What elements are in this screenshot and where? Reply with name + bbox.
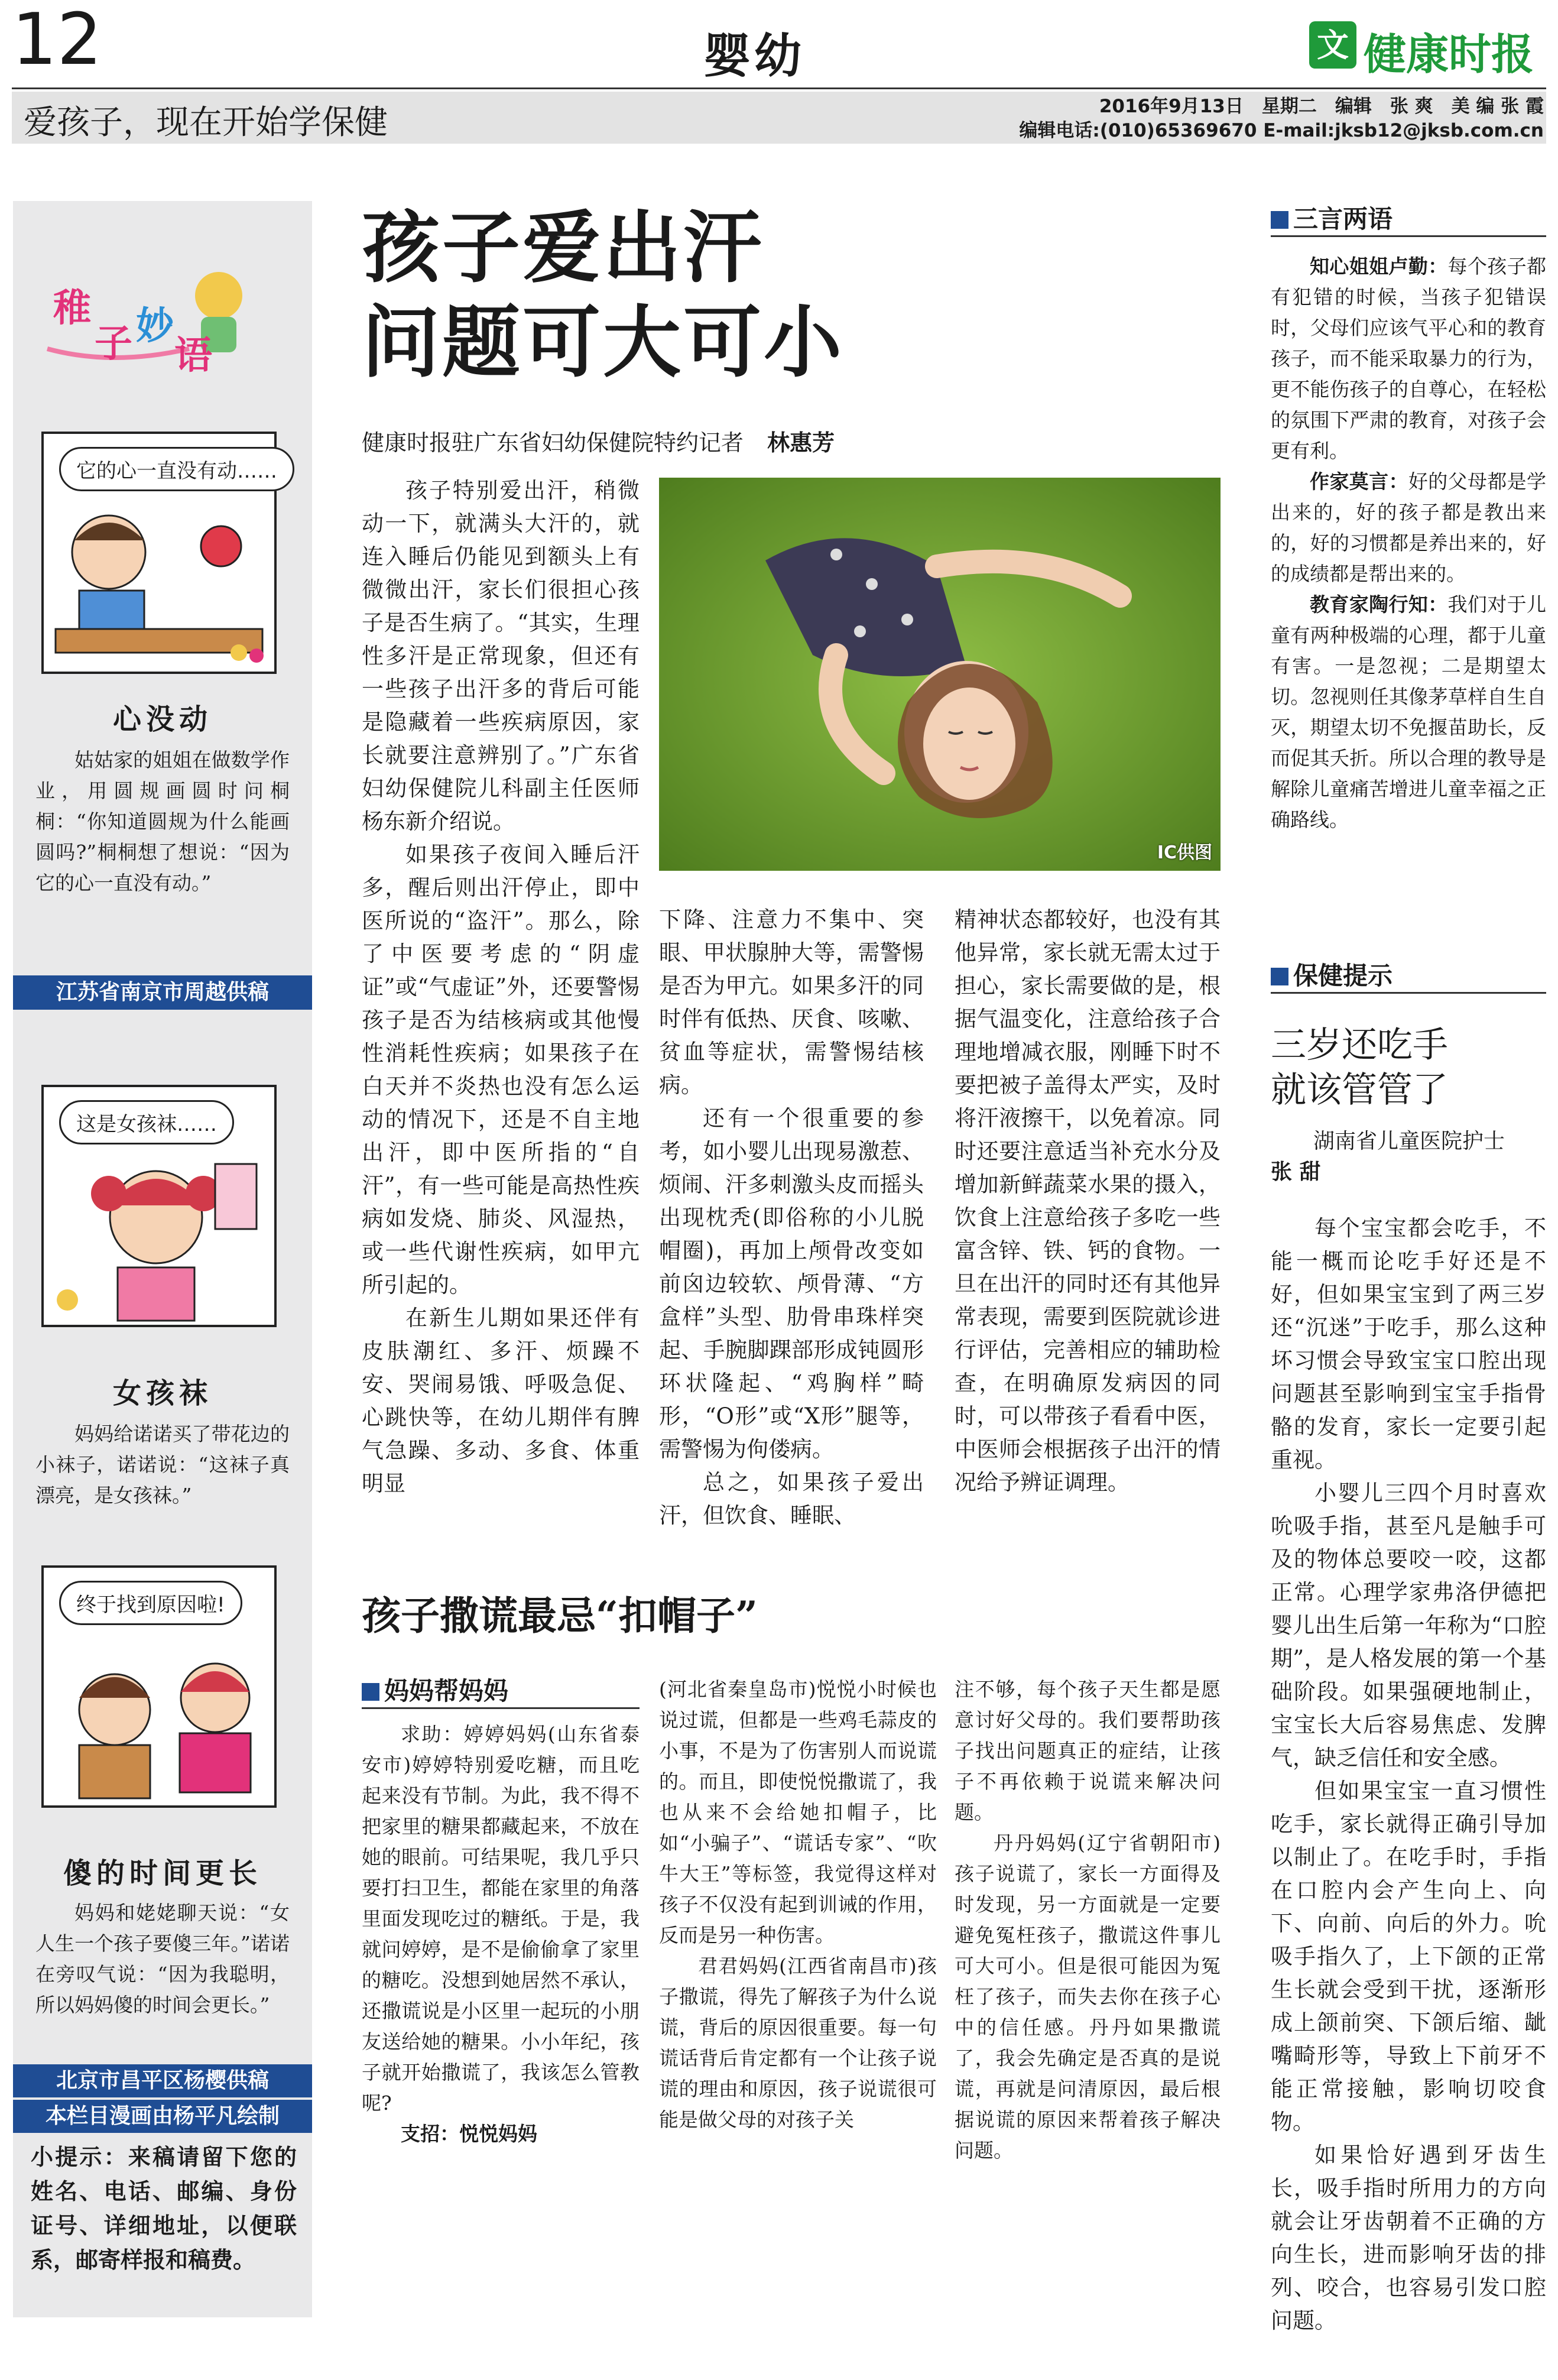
paragraph: 君君妈妈(江西省南昌市)孩子撒谎，得先了解孩子为什么说谎，背后的原因很重要。每一句谎话背后肯定都有一个让孩子说谎的理由和原因，孩子说谎很可能是做父母的对孩子关 <box>659 1954 937 2131</box>
paragraph: 注不够，每个孩子天生都是愿意讨好父母的。我们要帮助孩子找出问题真正的症结，让孩子不再依赖于说谎来解决问题。 <box>955 1678 1221 1824</box>
quote-speaker: 知心姐姐卢勤： <box>1310 255 1448 278</box>
logo-char-1: 稚 <box>53 286 91 330</box>
main-byline <box>362 424 835 457</box>
photo-credit: IC供图 <box>1157 842 1212 863</box>
quote-text: 我们对于儿童有两种极端的心理，都于儿童有害。一是忽视；二是期望太切。忽视则任其像茅草样自生自灭，期望太切不免揠苗助长，反而促其夭折。所以合理的教导是解除儿童痛苦增进儿童幸福之正确路线。 <box>1271 593 1547 831</box>
main-byline-org: 健康时报驻广东省妇幼保健院特约记者 <box>362 430 744 456</box>
paragraph: 在新生儿期如果还伴有皮肤潮红、多汗、烦躁不安、哭闹易饿、呼吸急促、心跳快等，在幼儿期伴有脾气急躁、多动、多食、体重明显 <box>362 1305 640 1496</box>
main-article-column-1 <box>362 474 640 1500</box>
section-tag-label: 三言两语 <box>1293 205 1393 234</box>
cartoon-title-1: 心没动 <box>112 703 212 736</box>
main-headline <box>362 201 844 390</box>
section-tag-label: 保健提示 <box>1293 961 1393 990</box>
quote-paragraph <box>1271 251 1546 466</box>
main-headline-line-2: 问题可大可小 <box>362 297 844 388</box>
main-headline-line-1: 孩子爱出汗 <box>362 202 764 294</box>
cartoon-panel-3 <box>41 1565 277 1808</box>
quote-text: 每个孩子都有犯错的时候，当孩子犯错误时，父母们应该气平心和的教育孩子，而不能采取暴力的行为，更不能伤孩子的自尊心，在轻松的氛围下严肃的教育，对孩子会更有利。 <box>1271 255 1547 462</box>
section-tag-underline <box>1271 235 1546 237</box>
second-headline: 孩子撒谎最忌“扣帽子” <box>362 1593 758 1639</box>
newspaper-logo <box>1309 18 1546 77</box>
second-article-column-3 <box>955 1674 1221 2166</box>
quotes-block <box>1271 251 1546 835</box>
girl-on-grass-photo-icon <box>659 478 1221 871</box>
paragraph: 小婴儿三四个月时喜欢吮吸手指，甚至凡是触手可及的物体总要咬一咬，这都正常。心理学家弗洛伊德把婴儿出生后第一年称为“口腔期”，是人格发展的第一个基础阶段。如果强硬地制止，宝宝长大后容易焦虑、发脾气，缺乏信任和安全感。 <box>1271 1480 1546 1771</box>
paragraph: 但如果宝宝一直习惯性吃手，家长就得正确引导加以制止了。在吃手时，手指在口腔内会产生向上、向下、向前、向后的外力。吮吸手指久了，上下颌的正常生长就会受到干扰，逐渐形成上颌前突、下颌后缩、龇嘴畸形等，导致上下前牙不能正常接触，影响切咬食物。 <box>1271 1778 1546 2135</box>
quote-speaker: 教育家陶行知： <box>1310 593 1448 616</box>
logo-text: 健康时报 <box>1364 30 1534 79</box>
cartoon-text-1 <box>35 745 290 899</box>
second-article-column-2 <box>659 1674 937 2135</box>
cartoon-text-3 <box>35 1898 290 2021</box>
header-rule <box>12 87 1546 89</box>
section-tag-underline <box>1271 992 1546 994</box>
slogan: 爱孩子，现在开始学保健 <box>24 103 388 142</box>
section-tag-health-tips <box>1271 956 1393 992</box>
paragraph: 精神状态都较好，也没有其他异常，家长就无需太过于担心，家长需要做的是，根据气温变化，注意给孩子合理地增减衣服，刚睡下时不要把被子盖得太严实，及时将汗液擦干，以免着凉。同时还要注意适当补充水分及增加新鲜蔬菜水果的摄入，饮食上注意给孩子多吃一些富含锌、铁、钙的食物。一旦在出汗的同时还有其他异常表现，需要到医院就诊进行评估，完善相应的辅助检查，在明确原发病因的同时，可以带孩子看看中医，中医师会根据孩子出汗的情况给予辨证调理。 <box>955 907 1221 1495</box>
cartoon-text-1-paragraph: 姑姑家的姐姐在做数学作业，用圆规画圆时问桐桐：“你知道圆规为什么能画圆吗?”桐桐想了想说：“因为它的心一直没有动。” <box>35 748 290 894</box>
cartoon-bubble: 它的心一直没有动…… <box>59 447 294 491</box>
article-photo <box>659 478 1221 871</box>
section-tag-mom-helps-mom <box>362 1672 508 1707</box>
paragraph: 丹丹妈妈(辽宁省朝阳市)孩子说谎了，家长一方面得及时发现，另一方面就是一定要避免冤枉孩子，撒谎这件事儿可大可小。但是很可能因为冤枉了孩子，而失去你在孩子心中的信任感。丹丹如果撒谎了，我会先确定是否真的是说谎，再就是问清原因，最后根据说谎的原因来帮着孩子解决问题。 <box>955 1831 1221 2162</box>
logo-char-4: 语 <box>174 333 212 378</box>
square-bullet-icon <box>1271 968 1288 985</box>
paragraph: 下降、注意力不集中、突眼、甲状腺肿大等，需警惕是否为甲亢。如果多汗的同时伴有低热、厌食、咳嗽、贫血等症状，需警惕结核病。 <box>659 907 924 1098</box>
health-tip-title <box>1271 1023 1546 1113</box>
cartoon-bubble: 终于找到原因啦! <box>59 1581 242 1625</box>
cartoon-bubble: 这是女孩袜…… <box>59 1100 234 1144</box>
mother-child-illustration-icon <box>44 1621 274 1804</box>
health-tip-byline-author: 张 甜 <box>1271 1160 1321 1184</box>
main-article-column-2 <box>659 903 924 1532</box>
health-tip-body <box>1271 1212 1546 2337</box>
paragraph: 求助：婷婷妈妈(山东省泰安市)婷婷特别爱吃糖，而且吃起来没有节制。为此，我不得不把家里的糖果都藏起来，不放在她的眼前。可结果呢，我几乎只要打扫卫生，都能在家里的角落里面发现吃过的糖纸。于是，我就问婷婷，是不是偷偷拿了家里的糖吃。没想到她居然不承认，还撒谎说是小区里一起玩的小朋友送给她的糖果。小小年纪，孩子就开始撒谎了，我该怎么管教呢? <box>362 1723 640 2115</box>
cartoon-title-2: 女孩袜 <box>112 1377 212 1410</box>
cartoon-illustrator-credit: 本栏目漫画由杨平凡绘制 <box>13 2100 312 2133</box>
logo-char-2: 子 <box>95 322 132 366</box>
girl-socks-illustration-icon <box>44 1140 274 1324</box>
cartoon-text-2-paragraph: 妈妈给诺诺买了带花边的小袜子，诺诺说：“这袜子真漂亮，是女孩袜。” <box>35 1422 290 1507</box>
health-tip-title-line-1: 三岁还吃手 <box>1271 1024 1448 1066</box>
health-tip-title-line-2: 就该管管了 <box>1271 1069 1448 1111</box>
logo-mark-icon: 文 <box>1309 21 1356 69</box>
issue-meta: 2016年9月13日 星期二 编辑 张 爽 美 编 张 霞 <box>1099 96 1544 117</box>
section-tag-quotes <box>1271 200 1393 235</box>
quote-speaker: 作家莫言： <box>1310 470 1408 493</box>
submission-tip: 小提示：来稿请留下您的姓名、电话、邮编、身份证号、详细地址，以便联系，邮寄样报和稿费。 <box>31 2144 297 2273</box>
paragraph: 如果孩子夜间入睡后汗多，醒后则出汗停止，即中医所说的“盗汗”。那么，除了中医要考虑的“阴虚证”或“气虚证”外，还要警惕孩子是否为结核病或其他慢性消耗性疾病；如果孩子在白天并不炎热也没有怎么运动的情况下，还是不自主地出汗，即中医所指的“自汗”，有一些可能是高热性疾病如发烧、肺炎、风湿热，或一些代谢性疾病，如甲亢所引起的。 <box>362 842 640 1298</box>
cartoon-title-3: 傻的时间更长 <box>63 1857 262 1890</box>
quote-paragraph <box>1271 589 1546 835</box>
section-name: 婴幼 <box>703 28 805 83</box>
health-tip-byline-org: 湖南省儿童医院护士 <box>1313 1129 1505 1153</box>
cartoon-credit-3: 北京市昌平区杨樱供稿 <box>13 2064 312 2097</box>
square-bullet-icon <box>362 1683 379 1701</box>
second-article-column-1 <box>362 1719 640 2149</box>
cartoon-credit-1: 江苏省南京市周越供稿 <box>13 975 312 1010</box>
paragraph: 如果恰好遇到牙齿生长，吸手指时所用力的方向就会让牙齿朝着不正确的方向生长，进而影响牙齿的排列、咬合，也容易引发口腔问题。 <box>1271 2142 1546 2333</box>
cartoon-panel-1 <box>41 432 277 674</box>
cartoon-panel-2 <box>41 1085 277 1327</box>
cartoon-text-3-paragraph: 妈妈和姥姥聊天说：“女人生一个孩子要傻三年。”诺诺在旁叹气说：“因为我聪明，所以妈妈傻的时间会更长。” <box>35 1901 290 2016</box>
paragraph: 支招：悦悦妈妈 <box>401 2122 537 2145</box>
quote-paragraph <box>1271 466 1546 589</box>
paragraph: 还有一个很重要的参考，如小婴儿出现易激惹、烦闹、汗多刺激头皮而摇头出现枕秃(即俗称的小儿脱帽圈)，再加上颅骨改变如前囟边较软、颅骨薄、“方盒样”头型、肋骨串珠样突起、手腕脚踝部形成钝圆形环状隆起、“鸡胸样”畸形，“O形”或“X形”腿等，需警惕为佝偻病。 <box>659 1105 924 1462</box>
page-number: 12 <box>12 0 102 81</box>
logo-char-3: 妙 <box>136 304 174 348</box>
section-tag-underline <box>362 1707 640 1709</box>
main-article-column-3 <box>955 903 1221 1499</box>
editor-contact: 编辑电话:(010)65369670 E-mail:jksb12@jksb.com.cn <box>1019 120 1544 141</box>
paragraph: 总之，如果孩子爱出汗，但饮食、睡眠、 <box>659 1470 924 1528</box>
paragraph: 孩子特别爱出汗，稍微动一下，就满头大汗的，就连入睡后仍能见到额头上有微微出汗，家长们很担心孩子是否生病了。“其实，生理性多汗是正常现象，但还有一些孩子出汗多的背后可能是隐藏着一些疾病原因，家长就要注意辨别了。”广东省妇幼保健院儿科副主任医师杨东新介绍说。 <box>362 478 640 834</box>
paragraph: (河北省秦皇岛市)悦悦小时候也说过谎，但都是一些鸡毛蒜皮的小事，不是为了伤害别人而说谎的。而且，即使悦悦撒谎了，我也从来不会给她扣帽子，比如“小骗子”、“谎话专家”、“吹牛大王”等标签，我觉得这样对孩子不仅没有起到训诫的作用，反而是另一种伤害。 <box>659 1678 937 1947</box>
cartoon-text-2 <box>35 1419 290 1511</box>
quote-text: 好的父母都是学出来的，好的孩子都是教出来的，好的习惯都是养出来的，好的成绩都是帮出来的。 <box>1271 470 1547 585</box>
column-logo <box>41 260 266 378</box>
main-byline-author: 林惠芳 <box>767 430 835 456</box>
section-tag-label: 妈妈帮妈妈 <box>384 1677 509 1705</box>
square-bullet-icon <box>1271 211 1288 229</box>
paragraph: 每个宝宝都会吃手，不能一概而论吃手好还是不好，但如果宝宝到了两三岁还“沉迷”于吃手，那么这种坏习惯会导致宝宝口腔出现问题甚至影响到宝宝手指骨骼的发育，家长一定要引起重视。 <box>1271 1215 1546 1473</box>
child-drawing-illustration-icon <box>44 487 274 670</box>
health-tip-byline <box>1271 1126 1546 1188</box>
